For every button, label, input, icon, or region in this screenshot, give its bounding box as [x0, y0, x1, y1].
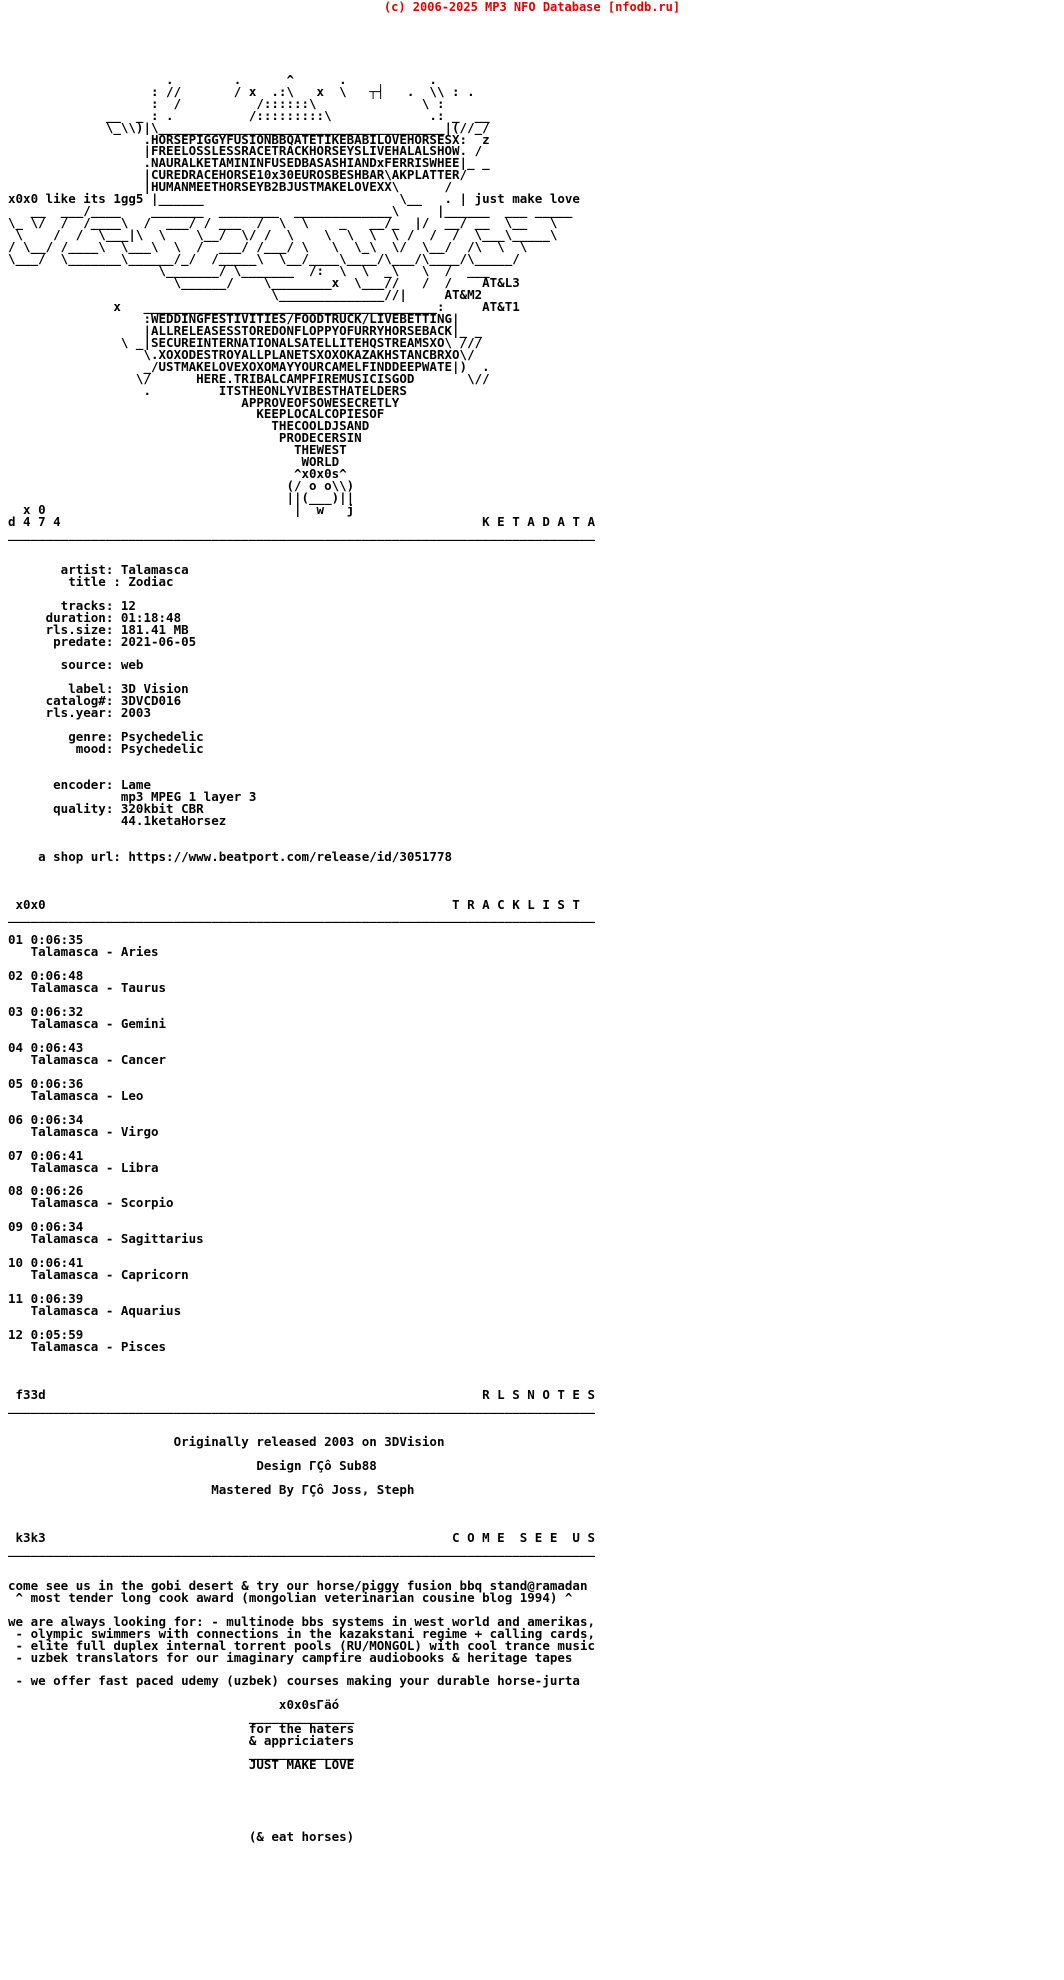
site-copyright-header: (c) 2006-2025 MP3 NFO Database [nfodb.ru] — [383, 0, 681, 14]
nfo-text: . . ^ . . : // / x .:\ x \ ┬┤ . \\ : . : / /::::::\ \ : __ _ : . /:::::::::\ .: _ __ \_\\)|\______________________________________|(//_/ .HORSEPIGGYFUSIONBBQATETIKEBABILOVEHORSESX: z |FREELOSSLESSRACETRACKHORSEYSLIVEHALALSHOW. / .NAURALKETAMININFUSEDBASASHIANDxFERRISWHEE|_ _ |CUREDRACEHORSE10x30EUROSBESHBAR\AKPLATTER/ |HUMANMEETHORSEYB2BJUSTMAKELOVEXX\ / x0x0 like its 1gg5 |______ \__ . | just make love __ ___/____ _______ ________ _____________\ |______ ___ _____ \_ \/ / /____\ / ___/ / ___ / \ \ _ __/_ |/ __/ __ \__ \ \ / / \___|\ \ \__/ \/ / \ \ \ \ \ / / / \___\_____\ / \__/ /____\ \___\ \ / ___/ /___/ \ \ \_\ \/ \__/ /\ \ \ \___/ \_______\______/_/ /_____\ \__/____\____/\___/\____/\_____/ \_______/ \_______ /: \ \ _\ \ / ___ \______/ \________x \___// / / AT&L3 \______________//| AT&M2 x _______________________________________: AT&T1 :WEDDINGFESTIVITIES/FOODTRUCK/LIVEBETTING| |ALLRELEASESSTOREDONFLOPPYOFURRYHORSEBACK|_ _ \ _|SECUREINTERNATIONALSATELLITEHQSTREAMSXO\ /// \.XOXODESTROYALLPLANETSXOXOKAZAKHSTANCBRXO\/ _/USTMAKELOVEXOXOMAYYOURCAMELFINDDEEPWATE|) . \/ HERE.TRIBALCAMPFIREMUSICISGOD \// . ITSTHEONLYVIBESTHATELDERS APPROVEOFSOWESECRETLY KEEPLOCALCOPIESOF THECOOLDJSAND PRODECERSIN THEWEST WORLD ^x0x0s^ (/ o o\\) ||(___)|| x 0 | w j d 4 7 4 K E T A D A T A ______________________________________________________________________________ artist: Talamasca title : Zodiac tracks: 12 duration: 01:18:48 rls.size: 181.41 MB predate: 2021-06-05 source: web label: 3D Vision catalog#: 3DVCD016 rls.year: 2003 genre: Psychedelic mood: Psychedelic encoder: Lame mp3 MPEG 1 layer 3 quality: 320kbit CBR 44.1ketaHorsez a shop url: https://www.beatport.com/release/id/3051778 x0x0 T R A C K L I S T ______________________________________________________________________________ 01 0:06:35 Talamasca - Aries 02 0:06:48 Talamasca - Taurus 03 0:06:32 Talamasca - Gemini 04 0:06:43 Talamasca - Cancer 05 0:06:36 Talamasca - Leo 06 0:06:34 Talamasca - Virgo 07 0:06:41 Talamasca - Libra 08 0:06:26 Talamasca - Scorpio 09 0:06:34 Talamasca - Sagittarius 10 0:06:41 Talamasca - Capricorn 11 0:06:39 Talamasca - Aquarius 12 0:05:59 Talamasca - Pisces f33d R L S N O T E S ______________________________________________________________________________ Originally released 2003 on 3DVision Design ΓÇô Sub88 Mastered By ΓÇô Joss, Steph k3k3 C O M E S E E U S ______________________________________________________________________________ come see us in the gobi desert & try our horse/piggy fusion bbq stand@ramadan ^ most tender long cook award (mongolian veterinarian cousine blog 1994) ^ we are always looking for: - multinode bbs systems in west world and amerikas, - olympic swimmers with connections in the kazakstani regime + calling cards, - elite full duplex internal torrent pools (RU/MONGOL) with cool trance music - uzbek translators for our imaginary campfire audiobooks & heritage tapes - we offer fast paced udemy (uzbek) courses making your durable horse-jurta x0x0sΓäó ______________ for the haters & appriciaters ______________ JUST MAKE LOVE (& eat horses) — [8, 71, 595, 1844]
